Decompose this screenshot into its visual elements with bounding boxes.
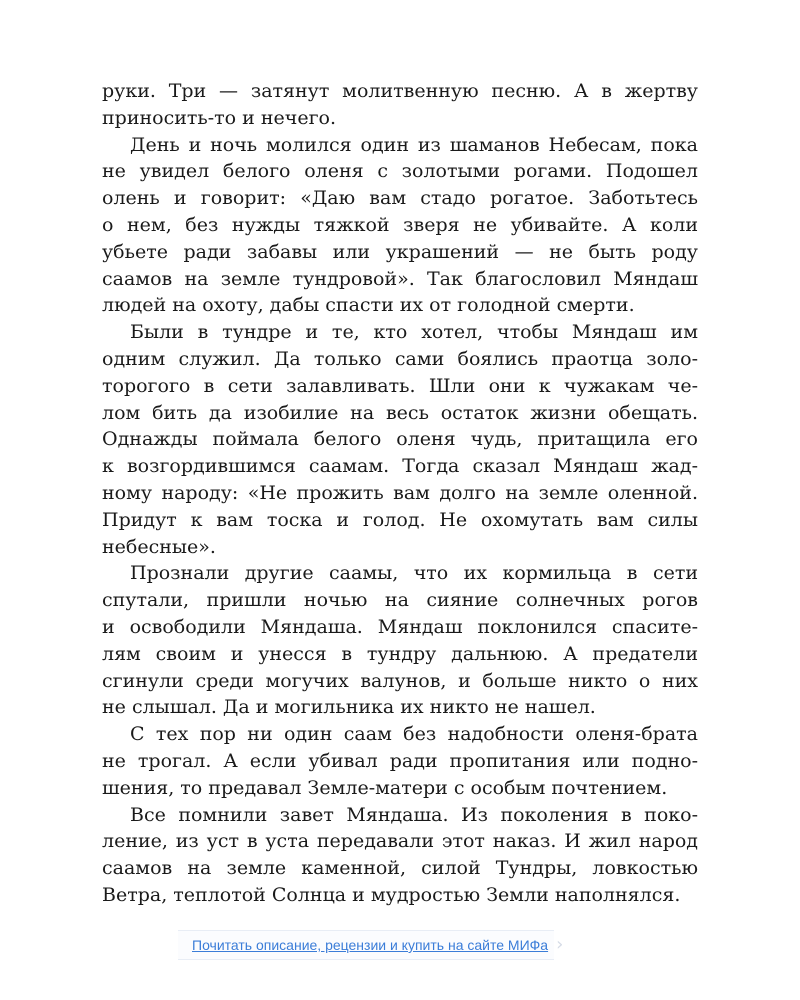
text-line: руки. Три — затянут молитвенную песню. А в жертву xyxy=(102,80,698,102)
text-line: Ветра, теплотой Солнца и мудростью Земли наполнялся. xyxy=(102,883,681,906)
text-line: саамов на земле тундровой». Так благословил Мяндаш xyxy=(102,267,698,290)
text-line: торогого в сети залавливать. Шли они к чужакам че- xyxy=(102,374,698,397)
text-line: убьете ради забавы или украшений — не быть роду xyxy=(102,240,698,263)
text-line: ному народу: «Не прожить вам долго на земле оленной. xyxy=(102,481,698,504)
text-line: День и ночь молился один из шаманов Небесам, пока xyxy=(130,133,698,156)
mif-store-link[interactable]: Почитать описание, рецензии и купить на сайте МИФа xyxy=(178,930,554,960)
promo-footer xyxy=(178,930,618,960)
text-line: и освободили Мяндаша. Мяндаш поклонился спасите- xyxy=(102,615,698,638)
text-line: приносить-то и нечего. xyxy=(102,106,337,129)
text-line: шения, то предавал Земле-матери с особым почтением. xyxy=(102,776,668,799)
text-line: Все помнили завет Мяндаша. Из поколения в поко- xyxy=(130,803,698,826)
text-line: лом бить да изобилие на весь остаток жизни обещать. xyxy=(102,401,698,424)
text-line: лям своим и унесся в тундру дальнюю. А предатели xyxy=(102,642,698,665)
text-line: одним служил. Да только сами боялись праотца золо- xyxy=(102,347,698,370)
chevron-right-icon: › xyxy=(556,934,564,955)
text-line: людей на охоту, дабы спасти их от голодной смерти. xyxy=(102,294,635,317)
text-line: небесные». xyxy=(102,535,216,558)
text-line: не слышал. Да и могильника их никто не нашел. xyxy=(102,696,596,719)
text-line: к возгордившимся саамам. Тогда сказал Мяндаш жад- xyxy=(102,455,698,478)
text-line: олень и говорит: «Даю вам стадо рогатое. Заботьтесь xyxy=(102,187,698,210)
book-page-text xyxy=(102,78,698,909)
text-line: ление, из уст в уста передавали этот наказ. И жил народ xyxy=(102,830,698,853)
text-line: Однажды поймала белого оленя чудь, притащила его xyxy=(102,428,698,451)
text-line: саамов на земле каменной, силой Тундры, ловкостью xyxy=(102,857,698,880)
text-line: не увидел белого оленя с золотыми рогами. Подошел xyxy=(102,160,698,183)
text-line: спутали, пришли ночью на сияние солнечных рогов xyxy=(102,589,698,612)
text-line: С тех пор ни один саам без надобности оленя-брата xyxy=(130,723,698,746)
text-line: Прознали другие саамы, что их кормильца в сети xyxy=(130,562,698,585)
text-line: не трогал. А если убивал ради пропитания или подно- xyxy=(102,749,698,772)
text-line: о нем, без нужды тяжкой зверя не убивайте. А коли xyxy=(102,213,698,236)
text-line: Придут к вам тоска и голод. Не охомутать вам силы xyxy=(102,508,698,531)
text-line: Были в тундре и те, кто хотел, чтобы Мяндаш им xyxy=(130,321,698,344)
text-line: сгинули среди могучих валунов, и больше никто о них xyxy=(102,669,698,692)
